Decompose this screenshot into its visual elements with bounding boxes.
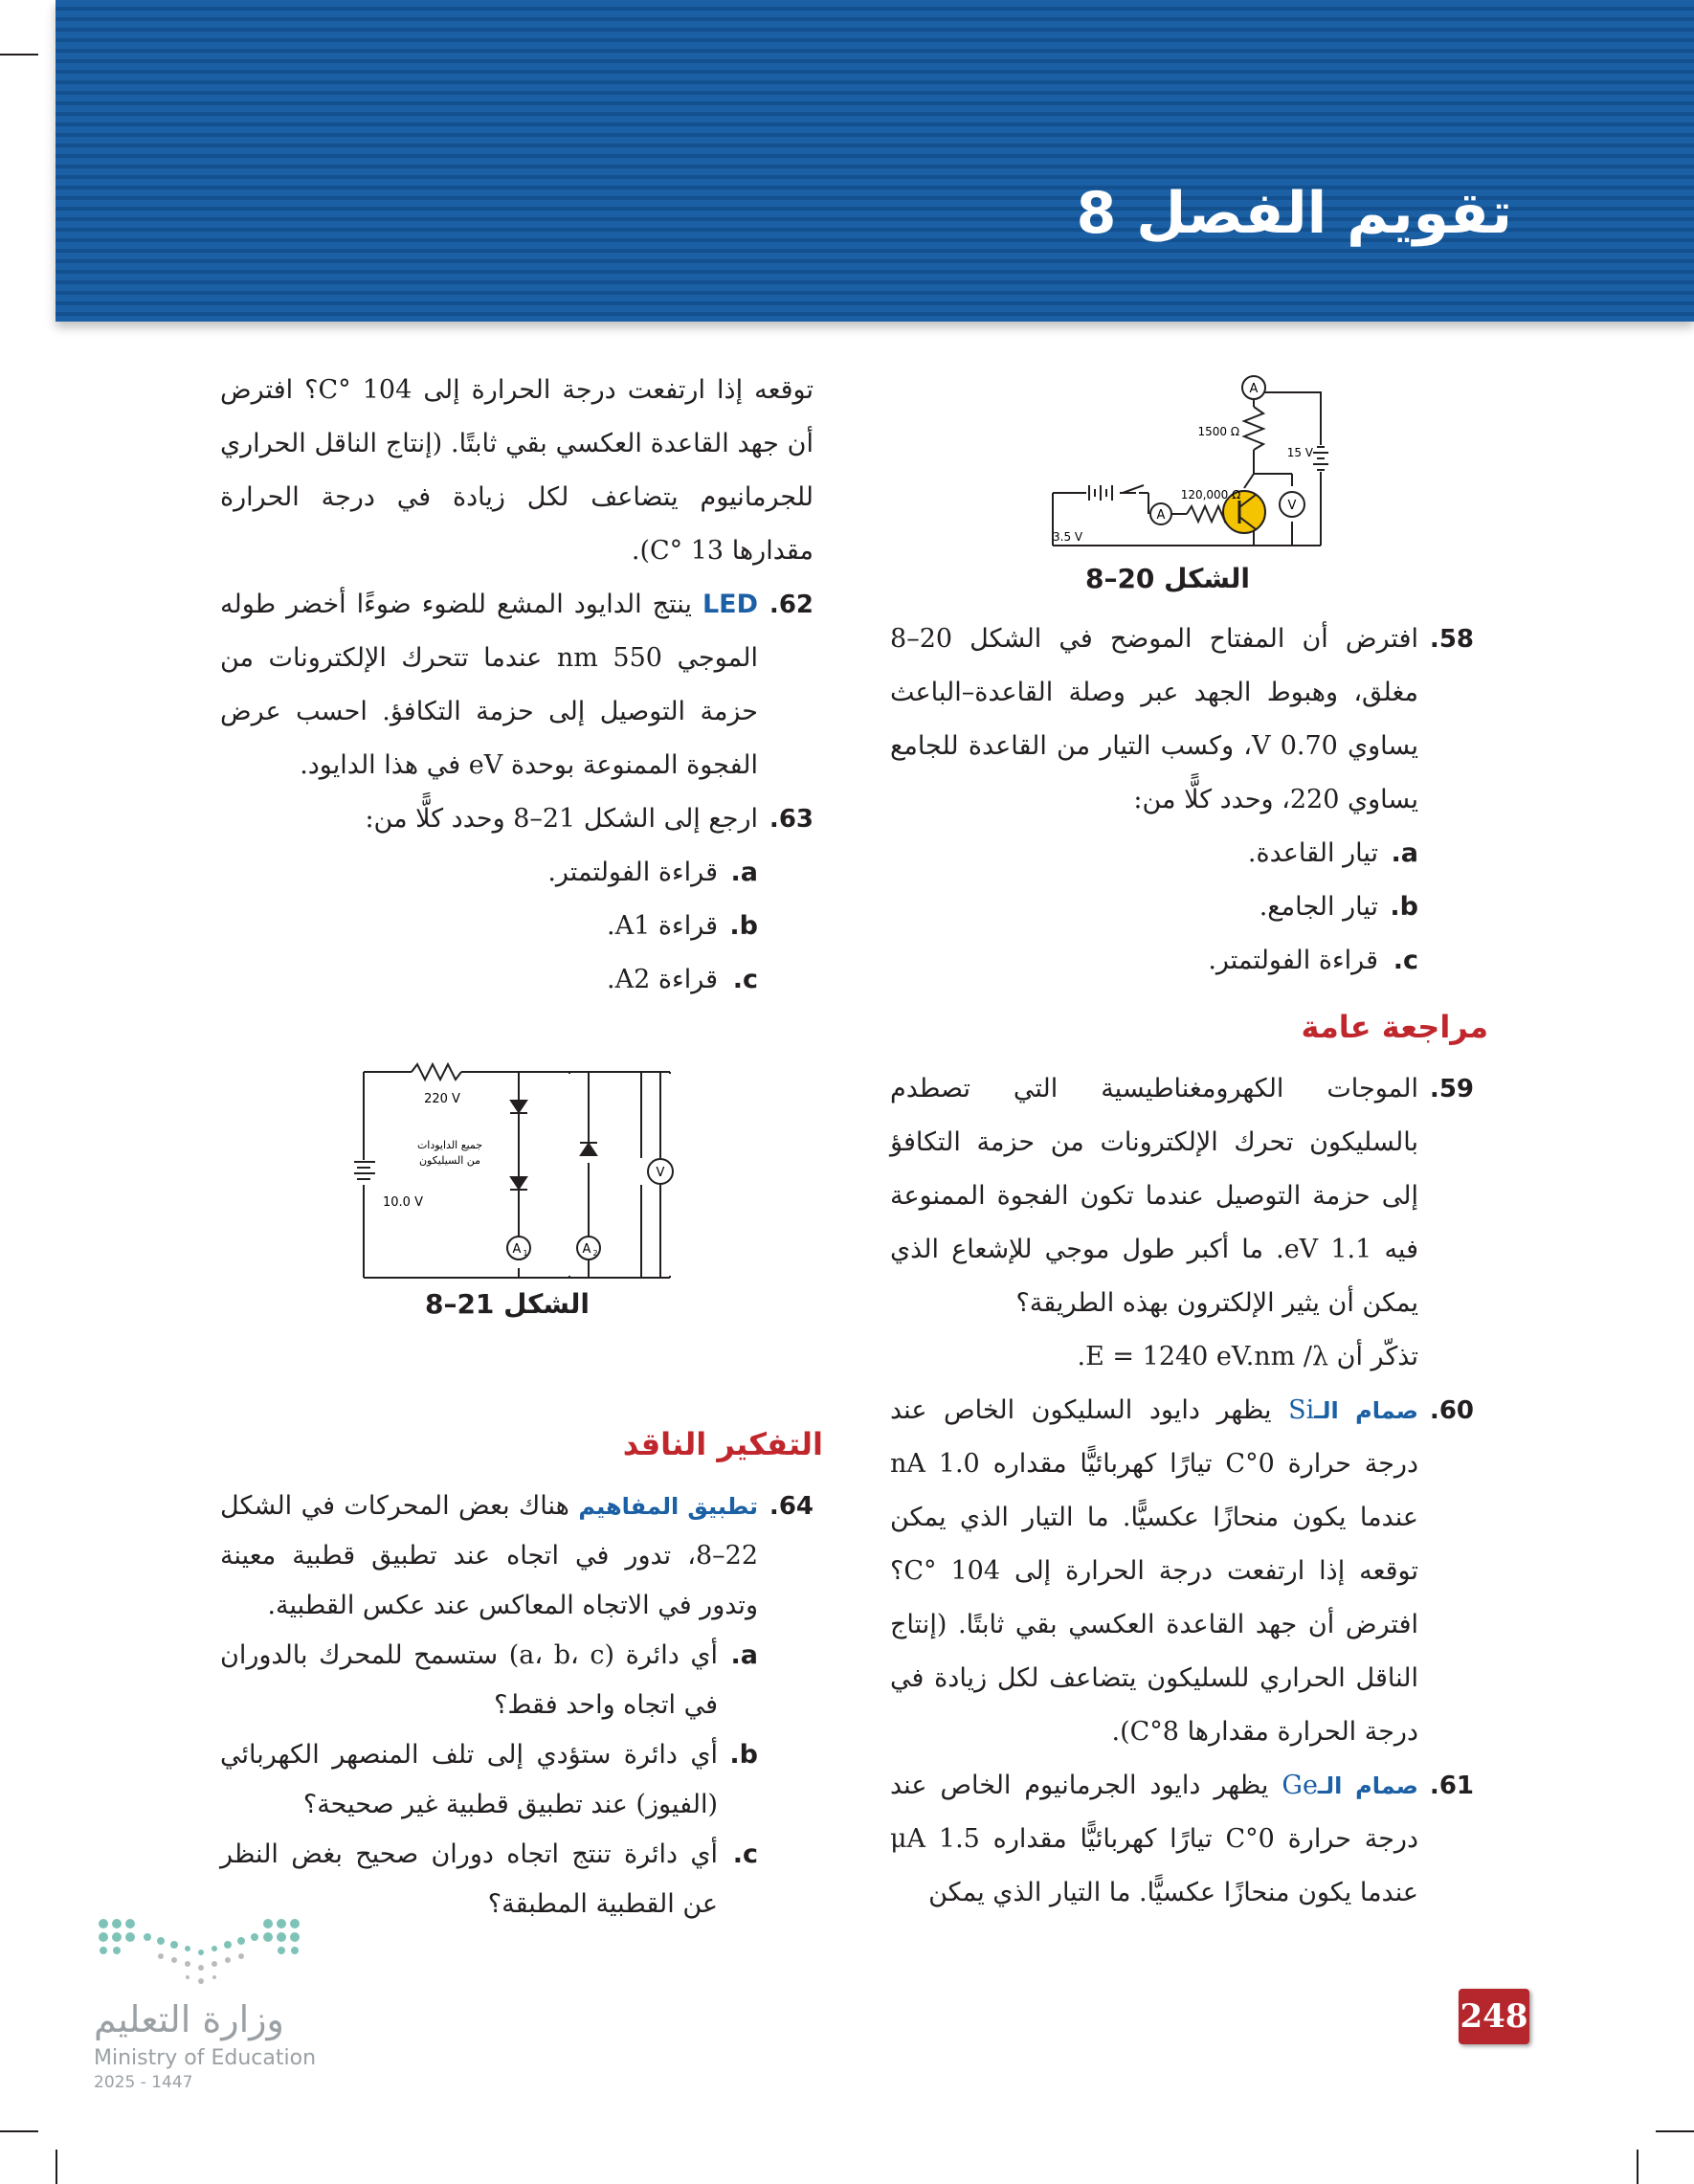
- question-number: 59.: [1429, 1075, 1474, 1103]
- sub-item-text: أي دائرة ستؤدي إلى تلف المنصهر الكهربائي (الفيوز) عند تطبيق قطبية غير صحيحة؟: [220, 1740, 718, 1819]
- question-text: [220, 578, 758, 792]
- keyword-symbol: Si: [1288, 1395, 1315, 1425]
- resistor-label: 220 V: [424, 1092, 460, 1106]
- ammeter-a1-subscript: 1: [523, 1249, 528, 1258]
- letter-a: a.: [1391, 838, 1418, 868]
- question-64: [220, 1482, 814, 1631]
- chapter-header-band: [56, 0, 1694, 322]
- crop-mark: [0, 2130, 38, 2132]
- question-text: افترض أن المفتاح الموضح في الشكل 20–8 مغلق، وهبوط الجهد عبر وصلة القاعدة–الباعث يساوي 0.70 V، وكسب التيار من القاعدة للجامع يساوي 220، وحدد كلًّا من:: [890, 624, 1418, 814]
- crop-mark: [1656, 2130, 1694, 2132]
- question-63: [220, 792, 814, 846]
- ministry-logo: [94, 1914, 304, 1991]
- letter-b: b.: [729, 911, 758, 941]
- crop-mark: [0, 54, 38, 56]
- sub-item-a: [220, 1631, 814, 1730]
- sub-item-text: قراءة A1.: [606, 911, 718, 941]
- left-column: [220, 364, 814, 1007]
- question-number: 62.: [769, 591, 814, 619]
- diode-note-line1: جميع الدايودات: [416, 1139, 483, 1151]
- section-heading-critical-thinking: التفكير الناقد: [622, 1426, 823, 1462]
- battery-label: 10.0 V: [383, 1195, 423, 1210]
- question-text: الموجات الكهرومغناطيسية التي تصطدم بالسليكون تحرك الإلكترونات من حزمة التكافؤ إلى حزمة التوصيل عندما تكون الفجوة الممنوعة فيه 1.1 eV. ما أكبر طول موجي للإشعاع الذي يمكن أن يثير الإلكترون بهذه الطريقة؟: [890, 1074, 1418, 1318]
- letter-b: b.: [1390, 892, 1418, 922]
- ministry-name-english: Ministry of Education: [94, 2046, 317, 2070]
- ammeter-label: A: [1156, 508, 1166, 523]
- keyword-led: LED: [702, 590, 758, 619]
- battery-15v-label: 15 V: [1286, 446, 1313, 459]
- right-column: [890, 613, 1474, 988]
- question-body: يظهر دايود الجرمانيوم الخاص عند درجة حرارة 0°C تيارًا كهربائيًّا مقداره 1.5 μA عندما يكون منحازًا عكسيًّا. ما التيار الذي يمكن: [890, 1771, 1418, 1907]
- figure-8-20-circuit: [1043, 368, 1330, 550]
- question-58: [890, 613, 1474, 827]
- ammeter-label: A: [1249, 382, 1259, 396]
- right-column-lower: [890, 1062, 1474, 1920]
- question-61-continued: توقعه إذا ارتفعت درجة الحرارة إلى 104 °C؟ افترض أن جهد القاعدة العكسي بقي ثابتًا. (إنتاج الناقل الحراري للجرمانيوم يتضاعف لكل زيادة في درجة الحرارة مقدارها 13 °C).: [220, 375, 814, 566]
- resistor-120000-label: 120,000 Ω: [1180, 488, 1241, 501]
- letter-c: c.: [732, 965, 758, 994]
- sub-item-a: [220, 846, 814, 900]
- keyword-label: صمام الـ: [1317, 1772, 1418, 1799]
- crop-mark: [56, 2150, 57, 2184]
- letter-c: c.: [732, 1839, 758, 1869]
- edition-year: 2025 - 1447: [94, 2073, 193, 2092]
- sub-item-a: [890, 827, 1474, 880]
- question-61: [890, 1759, 1474, 1920]
- section-heading-review: مراجعة عامة: [1301, 1009, 1488, 1045]
- sub-item-b: [890, 880, 1474, 934]
- ammeter-a2-label: A: [582, 1242, 591, 1257]
- sub-item-c: [220, 953, 814, 1007]
- sub-item-text: تيار الجامع.: [1259, 892, 1378, 922]
- sub-item-text: أي دائرة (a، b، c) ستسمح للمحرك بالدوران في اتجاه واحد فقط؟: [220, 1640, 718, 1720]
- page-number: 248: [1459, 1989, 1529, 2044]
- keyword-label: صمام الـ: [1314, 1397, 1418, 1424]
- sub-item-c: [220, 1830, 814, 1929]
- diode-note-line2: من السيليكون: [418, 1154, 481, 1167]
- question-text: [890, 1384, 1418, 1759]
- figure-8-20-caption: الشكل 20–8: [1084, 563, 1251, 594]
- question-text: [890, 1759, 1418, 1920]
- question-number: 60.: [1429, 1396, 1474, 1425]
- left-column-lower: [220, 1482, 814, 1929]
- sub-item-text: تيار القاعدة.: [1247, 838, 1378, 868]
- sub-item-text: قراءة الفولتمتر.: [1208, 946, 1378, 975]
- ministry-name-arabic: وزارة التعليم: [94, 1998, 284, 2040]
- battery-3-5v-label: 3.5 V: [1053, 530, 1083, 544]
- question-number: 58.: [1429, 625, 1474, 654]
- question-62: [220, 578, 814, 792]
- ammeter-a2-subscript: 2: [592, 1249, 598, 1258]
- question-60: [890, 1384, 1474, 1759]
- question-text: [220, 1482, 758, 1631]
- letter-b: b.: [729, 1740, 758, 1770]
- question-number: 64.: [769, 1492, 814, 1521]
- ammeter-a1-label: A: [512, 1242, 522, 1257]
- voltmeter-label: V: [656, 1166, 665, 1180]
- voltmeter-label: V: [1287, 499, 1297, 513]
- question-number: 61.: [1429, 1772, 1474, 1800]
- question-body: ينتج الدايود المشع للضوء ضوءًا أخضر طوله الموجي 550 nm عندما تتحرك الإلكترونات من حزمة التوصيل إلى حزمة التكافؤ. احسب عرض الفجوة الممنوعة بوحدة eV في هذا الدايود.: [220, 590, 758, 780]
- sub-item-text: أي دائرة تنتج اتجاه دوران صحيح بغض النظر عن القطبية المطبقة؟: [220, 1839, 718, 1919]
- sub-item-text: قراءة A2.: [606, 965, 718, 994]
- keyword-apply-concepts: تطبيق المفاهيم: [578, 1493, 759, 1520]
- question-text: ارجع إلى الشكل 21–8 وحدد كلًّا من:: [365, 804, 758, 834]
- crop-mark: [1637, 2150, 1638, 2184]
- question-body: يظهر دايود السليكون الخاص عند درجة حرارة 0°C تيارًا كهربائيًّا مقداره 1.0 nA عندما يكون منحازًا عكسيًّا. ما التيار الذي يمكن توقعه إذا ارتفعت درجة الحرارة إلى 104 °C؟ افترض أن جهد القاعدة العكسي بقي ثابتًا. (إنتاج الناقل الحراري للسليكون يتضاعف لكل زيادة في درجة الحرارة مقدارها 8°C).: [890, 1395, 1419, 1747]
- page-title: تقويم الفصل 8: [1076, 180, 1512, 247]
- sub-item-text: قراءة الفولتمتر.: [547, 858, 718, 887]
- question-number: 63.: [769, 805, 814, 834]
- question-body: هناك بعض المحركات في الشكل 22–8، تدور في اتجاه عند تطبيق قطبية معينة وتدور في الاتجاه المعاكس عند عكس القطبية.: [220, 1491, 758, 1620]
- resistor-1500-label: 1500 Ω: [1197, 425, 1239, 438]
- sub-item-c: [890, 934, 1474, 988]
- sub-item-b: [220, 1730, 814, 1830]
- figure-8-21-caption: الشكل 21–8: [424, 1288, 591, 1320]
- keyword-symbol: Ge: [1282, 1771, 1318, 1800]
- sub-item-b: [220, 900, 814, 953]
- letter-a: a.: [730, 1640, 758, 1670]
- letter-c: c.: [1393, 946, 1418, 975]
- letter-a: a.: [730, 858, 758, 887]
- figure-8-21-circuit: [354, 1062, 680, 1282]
- question-hint: تذكّر أن E = 1240 eV.nm /λ.: [1077, 1342, 1418, 1371]
- question-59: [890, 1062, 1474, 1384]
